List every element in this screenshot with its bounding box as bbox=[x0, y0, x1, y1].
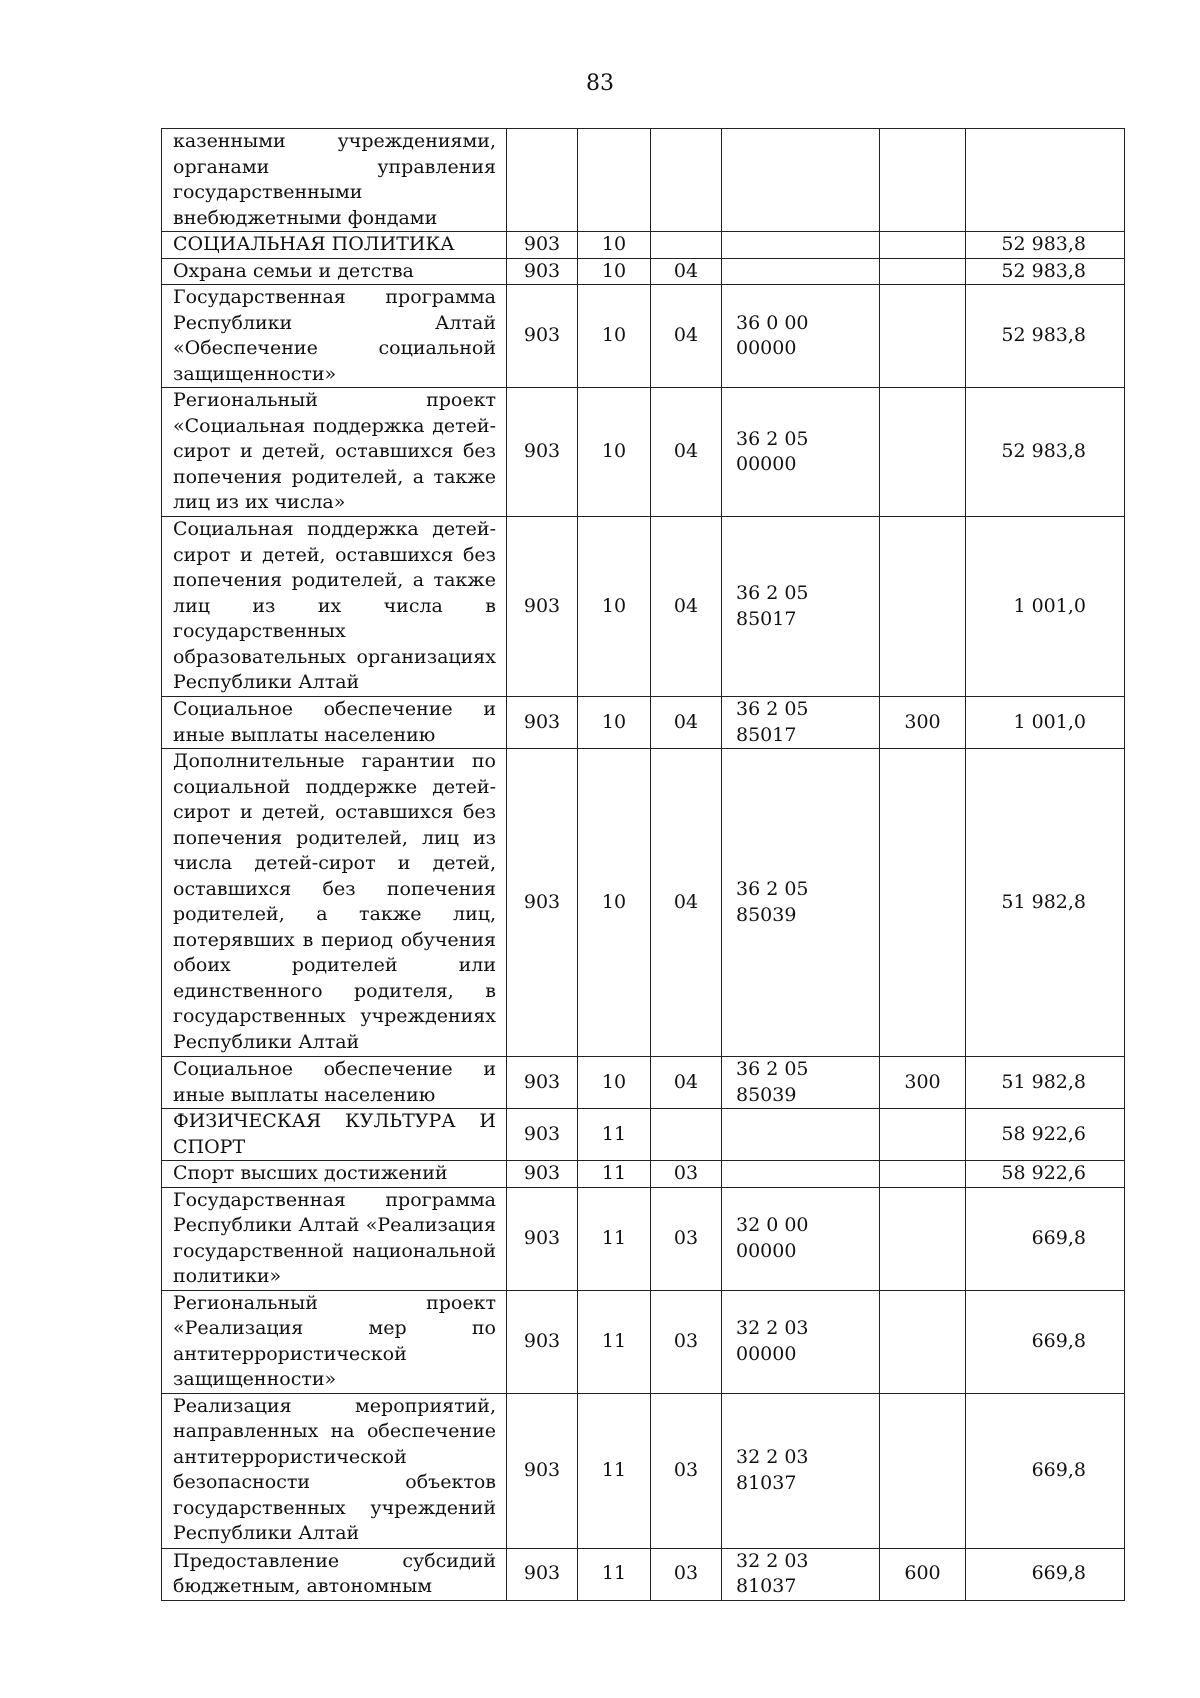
row-name: казенными учреждениями, органами управления государственными внебюджетными фондами bbox=[162, 129, 507, 232]
row-target-article: 36 2 05 85039 bbox=[722, 749, 880, 1057]
row-subsection: 04 bbox=[651, 517, 722, 697]
row-sum: 1 001,0 bbox=[966, 697, 1125, 749]
table-row bbox=[162, 232, 1125, 259]
row-sum: 52 983,8 bbox=[966, 232, 1125, 259]
row-expense-type bbox=[880, 749, 966, 1057]
row-name: Государственная программа Республики Алтай «Обеспечение социальной защищенности» bbox=[162, 285, 507, 388]
row-name: Социальное обеспечение и иные выплаты населению bbox=[162, 697, 507, 749]
table-row bbox=[162, 1057, 1125, 1109]
row-name: Региональный проект «Социальная поддержка детей-сирот и детей, оставшихся без попечения родителей, а также лиц из их числа» bbox=[162, 388, 507, 517]
row-grbs: 903 bbox=[507, 285, 578, 388]
row-grbs: 903 bbox=[507, 1161, 578, 1188]
table-row bbox=[162, 1290, 1125, 1393]
row-subsection bbox=[651, 232, 722, 259]
row-expense-type bbox=[880, 258, 966, 285]
table-row bbox=[162, 129, 1125, 232]
row-name: Реализация мероприятий, направленных на обеспечение антитеррористической безопасности объектов государственных учреждений Республики Алтай bbox=[162, 1393, 507, 1548]
row-grbs: 903 bbox=[507, 1109, 578, 1161]
row-sum: 669,8 bbox=[966, 1393, 1125, 1548]
row-name: Социальная поддержка детей-сирот и детей, оставшихся без попечения родителей, а также лиц из их числа в государственных образовательных организациях Республики Алтай bbox=[162, 517, 507, 697]
row-sum: 58 922,6 bbox=[966, 1161, 1125, 1188]
row-grbs: 903 bbox=[507, 1187, 578, 1290]
row-section: 10 bbox=[578, 285, 651, 388]
row-name: Дополнительные гарантии по социальной поддержке детей-сирот и детей, оставшихся без попечения родителей, лиц из числа детей-сирот и детей, оставшихся без попечения родителей, а также лиц, потерявших в период обучения обоих родителей или единственного родителя, в государственных учреждениях Республики Алтай bbox=[162, 749, 507, 1057]
table-row bbox=[162, 1393, 1125, 1548]
row-name: Региональный проект «Реализация мер по антитеррористической защищенности» bbox=[162, 1290, 507, 1393]
row-sum: 1 001,0 bbox=[966, 517, 1125, 697]
row-target-article bbox=[722, 232, 880, 259]
row-expense-type bbox=[880, 388, 966, 517]
row-sum: 669,8 bbox=[966, 1187, 1125, 1290]
row-section: 11 bbox=[578, 1161, 651, 1188]
row-name: Государственная программа Республики Алтай «Реализация государственной национальной политики» bbox=[162, 1187, 507, 1290]
row-target-article: 32 2 03 81037 bbox=[722, 1393, 880, 1548]
row-sum: 58 922,6 bbox=[966, 1109, 1125, 1161]
row-grbs: 903 bbox=[507, 388, 578, 517]
table-row bbox=[162, 388, 1125, 517]
row-expense-type bbox=[880, 1161, 966, 1188]
row-target-article: 32 2 03 81037 bbox=[722, 1548, 880, 1600]
row-name: Спорт высших достижений bbox=[162, 1161, 507, 1188]
table-row bbox=[162, 285, 1125, 388]
row-section: 10 bbox=[578, 232, 651, 259]
row-target-article: 36 2 05 85039 bbox=[722, 1057, 880, 1109]
row-grbs: 903 bbox=[507, 1393, 578, 1548]
row-target-article: 36 2 05 85017 bbox=[722, 517, 880, 697]
row-subsection: 04 bbox=[651, 697, 722, 749]
row-sum bbox=[966, 129, 1125, 232]
row-name: Предоставление субсидий бюджетным, автономным bbox=[162, 1548, 507, 1600]
row-target-article bbox=[722, 1161, 880, 1188]
row-expense-type bbox=[880, 1393, 966, 1548]
row-sum: 669,8 bbox=[966, 1548, 1125, 1600]
row-grbs: 903 bbox=[507, 697, 578, 749]
page-number: 83 bbox=[586, 71, 614, 96]
row-expense-type bbox=[880, 517, 966, 697]
row-subsection: 03 bbox=[651, 1187, 722, 1290]
row-subsection: 03 bbox=[651, 1548, 722, 1600]
row-subsection: 04 bbox=[651, 285, 722, 388]
row-subsection: 04 bbox=[651, 749, 722, 1057]
row-sum: 51 982,8 bbox=[966, 749, 1125, 1057]
row-section: 10 bbox=[578, 749, 651, 1057]
row-section: 10 bbox=[578, 1057, 651, 1109]
row-grbs: 903 bbox=[507, 258, 578, 285]
row-section: 11 bbox=[578, 1393, 651, 1548]
row-subsection: 04 bbox=[651, 388, 722, 517]
row-expense-type: 300 bbox=[880, 1057, 966, 1109]
table-row bbox=[162, 1109, 1125, 1161]
row-section: 10 bbox=[578, 258, 651, 285]
row-sum: 52 983,8 bbox=[966, 285, 1125, 388]
row-expense-type bbox=[880, 232, 966, 259]
row-name: Социальное обеспечение и иные выплаты населению bbox=[162, 1057, 507, 1109]
row-sum: 52 983,8 bbox=[966, 388, 1125, 517]
row-section: 10 bbox=[578, 517, 651, 697]
row-expense-type bbox=[880, 1187, 966, 1290]
row-target-article: 36 2 05 00000 bbox=[722, 388, 880, 517]
row-expense-type: 300 bbox=[880, 697, 966, 749]
row-subsection bbox=[651, 1109, 722, 1161]
table-row bbox=[162, 749, 1125, 1057]
row-target-article bbox=[722, 129, 880, 232]
row-sum: 669,8 bbox=[966, 1290, 1125, 1393]
row-expense-type bbox=[880, 129, 966, 232]
row-name: СОЦИАЛЬНАЯ ПОЛИТИКА bbox=[162, 232, 507, 259]
row-section: 11 bbox=[578, 1290, 651, 1393]
row-subsection bbox=[651, 129, 722, 232]
row-expense-type bbox=[880, 1290, 966, 1393]
row-target-article: 32 2 03 00000 bbox=[722, 1290, 880, 1393]
row-target-article: 36 2 05 85017 bbox=[722, 697, 880, 749]
row-grbs: 903 bbox=[507, 1290, 578, 1393]
row-subsection: 04 bbox=[651, 1057, 722, 1109]
table-row bbox=[162, 1161, 1125, 1188]
budget-table bbox=[161, 128, 1125, 1601]
row-subsection: 04 bbox=[651, 258, 722, 285]
row-name: Охрана семьи и детства bbox=[162, 258, 507, 285]
row-grbs: 903 bbox=[507, 1057, 578, 1109]
table-row bbox=[162, 697, 1125, 749]
row-grbs: 903 bbox=[507, 749, 578, 1057]
row-subsection: 03 bbox=[651, 1290, 722, 1393]
row-subsection: 03 bbox=[651, 1161, 722, 1188]
budget-table-body bbox=[162, 129, 1125, 1601]
table-row bbox=[162, 517, 1125, 697]
row-section bbox=[578, 129, 651, 232]
row-name: ФИЗИЧЕСКАЯ КУЛЬТУРА И СПОРТ bbox=[162, 1109, 507, 1161]
row-grbs: 903 bbox=[507, 232, 578, 259]
row-section: 11 bbox=[578, 1187, 651, 1290]
row-target-article bbox=[722, 258, 880, 285]
row-expense-type bbox=[880, 1109, 966, 1161]
row-expense-type bbox=[880, 285, 966, 388]
row-subsection: 03 bbox=[651, 1393, 722, 1548]
row-section: 11 bbox=[578, 1109, 651, 1161]
row-expense-type: 600 bbox=[880, 1548, 966, 1600]
table-row bbox=[162, 1187, 1125, 1290]
row-section: 11 bbox=[578, 1548, 651, 1600]
row-target-article bbox=[722, 1109, 880, 1161]
row-target-article: 32 0 00 00000 bbox=[722, 1187, 880, 1290]
table-row bbox=[162, 258, 1125, 285]
row-sum: 51 982,8 bbox=[966, 1057, 1125, 1109]
row-grbs: 903 bbox=[507, 517, 578, 697]
row-section: 10 bbox=[578, 388, 651, 517]
row-section: 10 bbox=[578, 697, 651, 749]
row-grbs: 903 bbox=[507, 1548, 578, 1600]
row-sum: 52 983,8 bbox=[966, 258, 1125, 285]
row-target-article: 36 0 00 00000 bbox=[722, 285, 880, 388]
table-row bbox=[162, 1548, 1125, 1600]
row-grbs bbox=[507, 129, 578, 232]
